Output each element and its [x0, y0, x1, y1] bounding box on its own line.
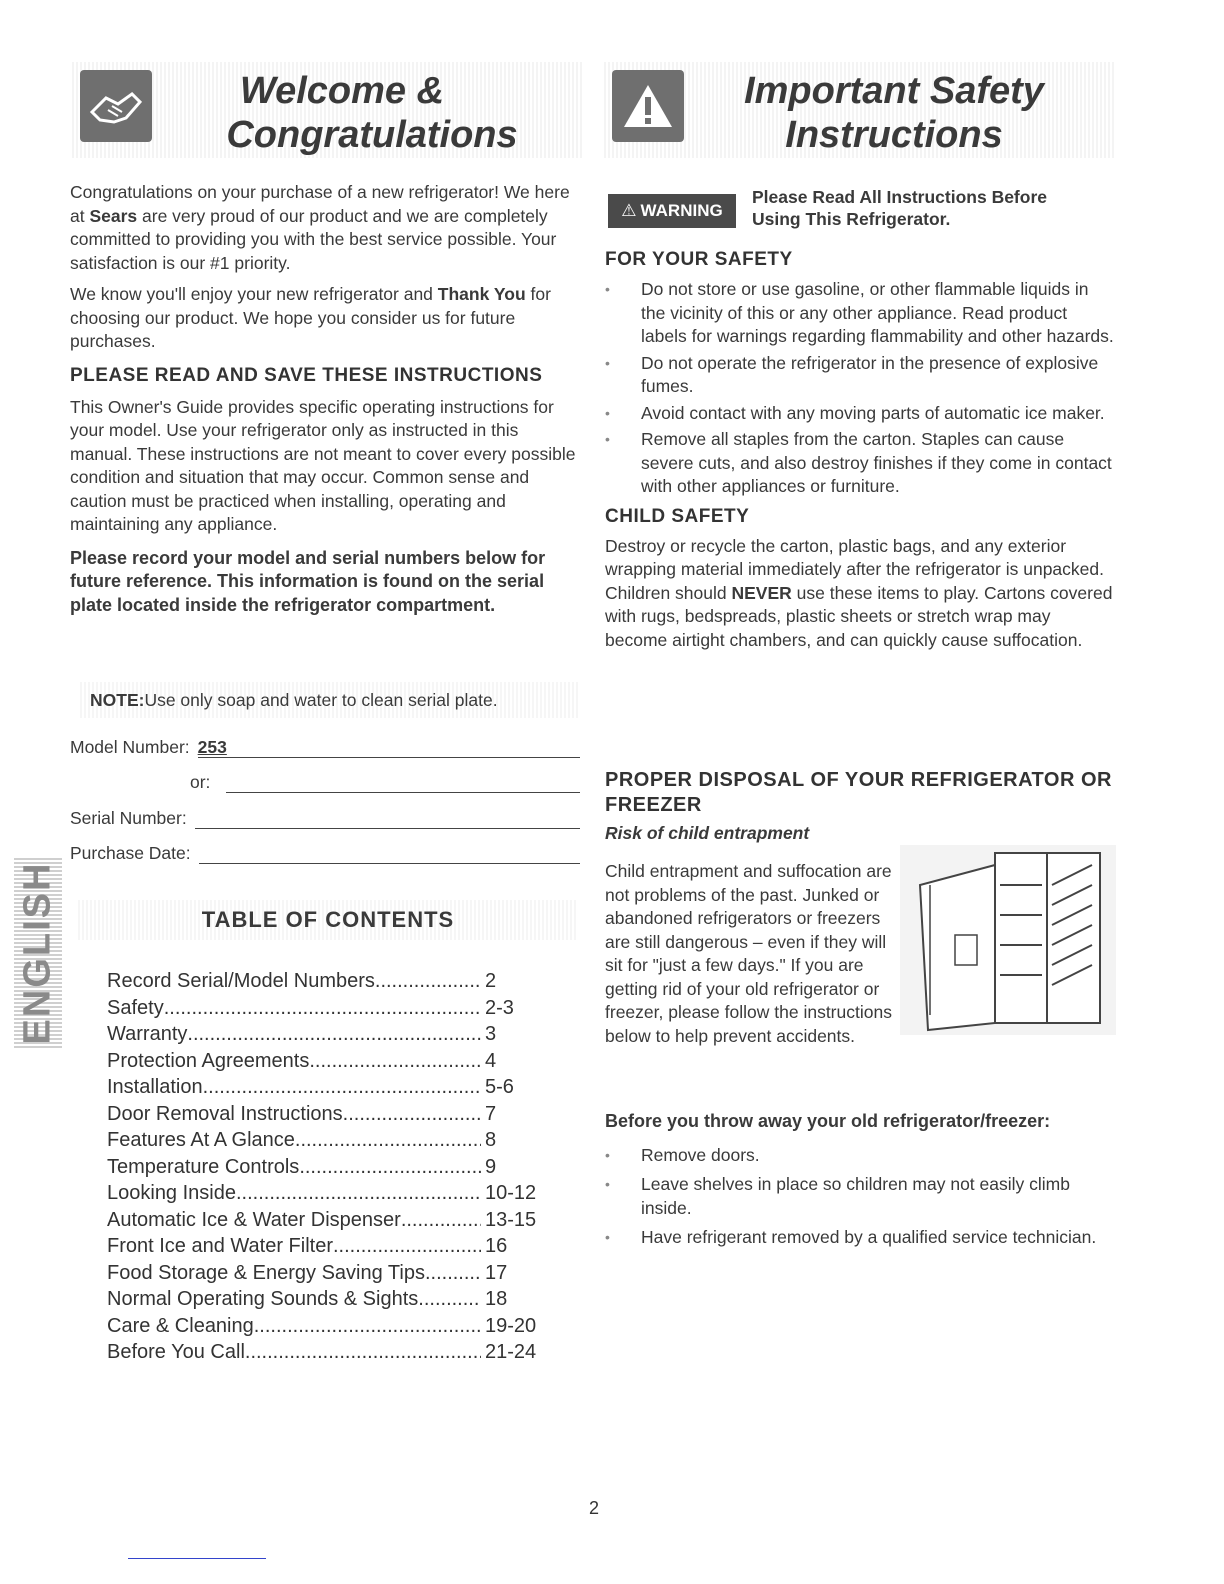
safety-bullet: • Do not store or use gasoline, or other flammable liquids in the vicinity of this or any other appliance. Read product labels for warnings regarding flammability and other hazards.	[605, 278, 1117, 349]
serial-number-label: Serial Number:	[70, 808, 187, 828]
toc-entry-title: Warranty	[107, 1023, 188, 1045]
toc-entry-title: Record Serial/Model Numbers	[107, 970, 375, 992]
purchase-date-row	[70, 843, 580, 864]
serial-number-row	[70, 808, 580, 829]
warning-badge	[608, 194, 736, 228]
toc-entry[interactable]	[107, 1233, 547, 1260]
toc-entry-page: 7	[485, 1102, 497, 1125]
model-number-row	[70, 737, 580, 758]
thanks-paragraph	[70, 283, 582, 354]
toc-entry-title: Door Removal Instructions	[107, 1102, 343, 1125]
toc-entry[interactable]	[107, 1313, 547, 1340]
toc-entry[interactable]	[107, 1021, 547, 1048]
thanks-text-a: We know you'll enjoy your new refrigerator and	[70, 284, 438, 304]
warning-badge-text: WARNING	[640, 201, 723, 220]
toc-entry[interactable]	[107, 1339, 547, 1366]
guide-paragraph: This Owner's Guide provides specific operating instructions for your model. Use your refrigerator only as instructed in this manual. These instructions are not meant to cover every possible condition and situation that may occur. Common sense and caution must be practiced when installing, operating and maintaining any appliance.	[70, 396, 576, 534]
disposal-section	[605, 768, 1117, 846]
toc-entry-page: 10-12	[485, 1182, 537, 1204]
toc-leader-dots	[203, 1074, 481, 1101]
note-text: Use only soap and water to clean serial plate.	[144, 689, 498, 710]
warning-text-line2: Using This Refrigerator.	[752, 209, 951, 229]
toc-entry-title: Front Ice and Water Filter	[107, 1235, 333, 1257]
toc-entry-page: 8	[485, 1129, 497, 1151]
toc-entry[interactable]	[107, 1286, 547, 1313]
toc-entry-page: 5-6	[485, 1076, 514, 1098]
purchase-date-label: Purchase Date:	[70, 843, 191, 863]
language-tab-label: ENGLISH	[16, 861, 59, 1045]
toc-entry-page: 16	[485, 1235, 508, 1257]
toc-entry[interactable]	[107, 1101, 547, 1128]
child-safety-paragraph	[605, 535, 1117, 653]
warning-icon: ⚠	[621, 201, 637, 220]
safety-banner	[604, 62, 1114, 158]
toc-entry-title: Protection Agreements	[107, 1049, 310, 1072]
toc-leader-dots	[236, 1180, 481, 1207]
toc-leader-dots	[245, 1339, 481, 1366]
child-safety-text-b: use these items to play. Cartons covered with rugs, bedspreads, plastic sheets or stretch wrap may become airtight chambers, and can quickly cause suffocation.	[605, 582, 1113, 650]
alt-number-field[interactable]	[226, 772, 580, 793]
toc-entry-title: Normal Operating Sounds & Sights	[107, 1288, 419, 1310]
toc-leader-dots	[401, 1207, 481, 1234]
toc-entry-page: 2-3	[485, 996, 514, 1019]
warning-text	[752, 186, 1047, 230]
toc-entry-title: Automatic Ice & Water Dispenser	[107, 1208, 401, 1231]
brand-name: Sears	[89, 205, 138, 226]
entrapment-paragraph-box	[605, 860, 895, 1048]
disposal-bullet: • Remove doors.	[605, 1144, 1117, 1168]
warning-triangle-icon	[612, 70, 684, 142]
toc-entry-page: 21-24	[485, 1341, 537, 1363]
disposal-heading: PROPER DISPOSAL OF YOUR REFRIGERATOR OR FREEZER	[605, 769, 1112, 816]
toc-leader-dots	[375, 968, 481, 995]
toc-leader-dots	[425, 1260, 481, 1287]
toc-entry-title: Installation	[107, 1076, 203, 1098]
footer-rule	[128, 1558, 266, 1559]
warning-text-line1: Please Read All Instructions Before	[752, 187, 1047, 207]
before-heading: Before you throw away your old refrigerator/freezer:	[605, 1111, 1051, 1131]
record-paragraph: Please record your model and serial numbers below for future reference. This information is found on the serial plate located inside the refrigerator compartment.	[70, 547, 546, 615]
toc-leader-dots	[333, 1233, 481, 1260]
toc-leader-dots	[164, 995, 481, 1022]
toc-entry[interactable]	[107, 1127, 547, 1154]
toc-entry[interactable]	[107, 968, 547, 995]
toc-entry-title: Care & Cleaning	[107, 1314, 254, 1337]
toc-leader-dots	[418, 1286, 481, 1313]
toc-leader-dots	[295, 1127, 481, 1154]
toc-leader-dots	[254, 1313, 481, 1340]
entrapment-paragraph: Child entrapment and suffocation are not problems of the past. Junked or abandoned refrigerators or freezers are still dangerous – even if they will sit for "just a few days." If you are getting rid of your old refrigerator or freezer, please follow the instructions below to help prevent accidents.	[605, 861, 892, 1046]
note-box	[80, 682, 580, 718]
model-number-label: Model Number:	[70, 737, 190, 757]
toc-entry[interactable]	[107, 1207, 547, 1234]
toc-entry-page: 4	[485, 1049, 497, 1072]
never-text: NEVER	[731, 582, 792, 603]
safety-bullet: • Do not operate the refrigerator in the presence of explosive fumes.	[605, 352, 1117, 399]
serial-number-field[interactable]	[195, 808, 580, 829]
your-safety-heading: FOR YOUR SAFETY	[605, 249, 793, 270]
left-column	[70, 181, 582, 617]
handshake-icon	[80, 70, 152, 142]
intro-paragraph	[70, 181, 582, 275]
safety-title-line1: Important Safety	[744, 70, 1044, 112]
toc-entry-page: 9	[485, 1155, 497, 1178]
safety-title-line2: Instructions	[785, 114, 1003, 156]
safety-bullet: • Remove all staples from the carton. Staples can cause severe cuts, and also destroy finishes if they come in contact with other appliances or furniture.	[605, 428, 1117, 499]
safety-bullet: • Avoid contact with any moving parts of automatic ice maker.	[605, 402, 1117, 426]
toc-entry-page: 13-15	[485, 1208, 537, 1231]
purchase-date-field[interactable]	[199, 843, 580, 864]
toc-entry-page: 3	[485, 1023, 497, 1045]
toc-entry-title: Safety	[107, 996, 164, 1019]
welcome-banner	[72, 62, 582, 158]
toc-leader-dots	[187, 1021, 481, 1048]
toc-entry[interactable]	[107, 1074, 547, 1101]
toc-entry-page: 2	[485, 970, 497, 992]
toc-leader-dots	[299, 1154, 481, 1181]
intro-text-a: Congratulations on your purchase of a new refrigerator! We here at	[70, 182, 570, 226]
note-label: NOTE:	[90, 689, 145, 710]
toc-entry[interactable]	[107, 1260, 547, 1287]
child-safety-text-a: Destroy or recycle the carton, plastic bags, and any exterior wrapping material immediately after the refrigerator is unpacked. Children should	[605, 535, 1104, 603]
toc-entry-page: 18	[485, 1288, 508, 1310]
toc-entry-title: Looking Inside	[107, 1182, 236, 1204]
thank-you-text: Thank You	[437, 284, 526, 304]
model-number-field[interactable]: 253	[198, 737, 580, 758]
child-safety-heading: CHILD SAFETY	[605, 505, 750, 527]
language-tab	[14, 858, 62, 1048]
before-section	[605, 1110, 1117, 1256]
refrigerator-illustration	[900, 845, 1116, 1035]
toc-entry[interactable]	[107, 1180, 547, 1207]
table-of-contents	[107, 968, 547, 1366]
disposal-bullet: • Have refrigerant removed by a qualified service technician.	[605, 1226, 1117, 1250]
toc-entry[interactable]	[107, 1048, 547, 1075]
toc-entry-title: Features At A Glance	[107, 1129, 295, 1151]
toc-entry-page: 19-20	[485, 1314, 537, 1337]
toc-entry[interactable]	[107, 995, 547, 1022]
toc-entry-title: Before You Call	[107, 1341, 245, 1363]
toc-leader-dots	[309, 1048, 481, 1075]
welcome-title-line2: Congratulations	[226, 114, 518, 156]
risk-heading: Risk of child entrapment	[605, 823, 810, 843]
welcome-title-line1: Welcome &	[239, 70, 445, 112]
page-number: 2	[588, 1498, 599, 1518]
or-row	[190, 772, 580, 793]
safety-bullet-list	[605, 278, 1117, 499]
thanks-text-b: for choosing our product. We hope you consider us for future purchases.	[70, 284, 551, 351]
or-label: or:	[190, 772, 211, 792]
save-instructions-heading: PLEASE READ AND SAVE THESE INSTRUCTIONS	[70, 364, 543, 386]
disposal-bullet: • Leave shelves in place so children may not easily climb inside.	[605, 1173, 1117, 1220]
toc-title-bar	[78, 900, 578, 940]
right-column	[605, 248, 1117, 652]
toc-entry-title: Temperature Controls	[107, 1155, 300, 1178]
toc-leader-dots	[343, 1101, 481, 1128]
disposal-bullet-list	[605, 1144, 1117, 1250]
intro-text-b: are very proud of our product and we are completely committed to providing you with the best service possible. Your satisfaction is our #1 priority.	[70, 205, 557, 273]
toc-entry-page: 17	[485, 1261, 508, 1284]
toc-title: TABLE OF CONTENTS	[201, 907, 455, 932]
toc-entry-title: Food Storage & Energy Saving Tips	[107, 1261, 425, 1284]
toc-entry[interactable]	[107, 1154, 547, 1181]
